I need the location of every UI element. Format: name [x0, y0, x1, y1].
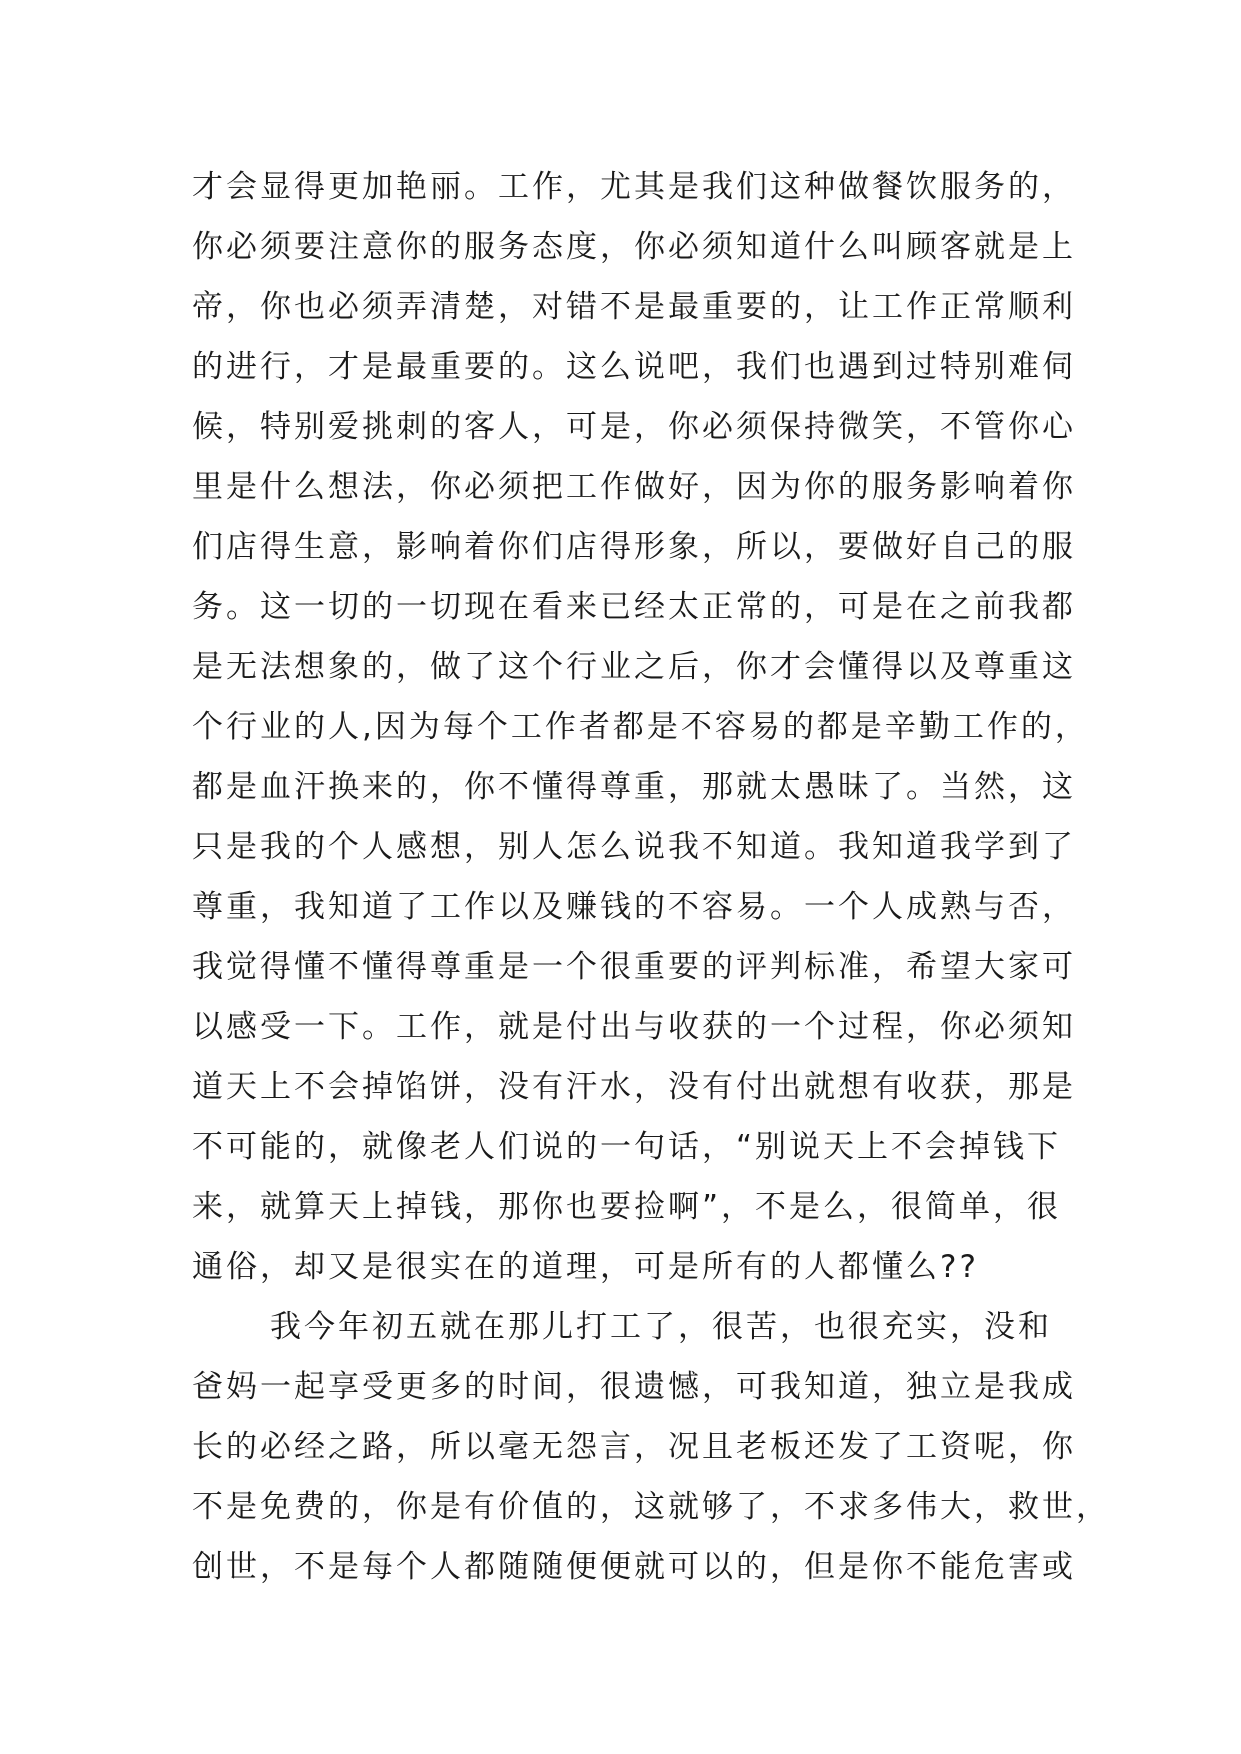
text-line: 都是血汗换来的，你不懂得尊重，那就太愚昧了。当然，这	[192, 769, 1076, 805]
text-line: 是无法想象的，做了这个行业之后，你才会懂得以及尊重这	[192, 649, 1076, 685]
text-line: 们店得生意，影响着你们店得形象，所以，要做好自己的服	[192, 529, 1076, 565]
text-line: 务。这一切的一切现在看来已经太正常的，可是在之前我都	[192, 589, 1076, 625]
text-line: 帝，你也必须弄清楚，对错不是最重要的，让工作正常顺利	[192, 289, 1076, 325]
text-line: 创世，不是每个人都随随便便就可以的，但是你不能危害或	[192, 1549, 1076, 1585]
text-line: 道天上不会掉馅饼，没有汗水，没有付出就想有收获，那是	[192, 1069, 1076, 1105]
text-line: 个行业的人,因为每个工作者都是不容易的都是辛勤工作的，	[192, 709, 1089, 745]
text-line: 通俗，却又是很实在的道理，可是所有的人都懂么??	[192, 1249, 979, 1285]
text-line: 不是免费的，你是有价值的，这就够了，不求多伟大，救世，	[192, 1489, 1110, 1525]
text-line: 候，特别爱挑刺的客人，可是，你必须保持微笑，不管你心	[192, 409, 1076, 445]
body-text	[192, 157, 1110, 1597]
text-line: 尊重，我知道了工作以及赚钱的不容易。一个人成熟与否，	[192, 889, 1076, 925]
text-line: 不可能的，就像老人们说的一句话，“别说天上不会掉钱下	[192, 1129, 1062, 1165]
text-line: 以感受一下。工作，就是付出与收获的一个过程，你必须知	[192, 1009, 1076, 1045]
text-line: 里是什么想法，你必须把工作做好，因为你的服务影响着你	[192, 469, 1076, 505]
text-line: 爸妈一起享受更多的时间，很遗憾，可我知道，独立是我成	[192, 1369, 1076, 1405]
text-line: 来，就算天上掉钱，那你也要捡啊”，不是么，很简单，很	[192, 1189, 1062, 1225]
text-line: 才会显得更加艳丽。工作，尤其是我们这种做餐饮服务的，	[192, 169, 1076, 205]
text-line: 长的必经之路，所以毫无怨言，况且老板还发了工资呢，你	[192, 1429, 1076, 1465]
text-line: 只是我的个人感想，别人怎么说我不知道。我知道我学到了	[192, 829, 1076, 865]
text-line: 你必须要注意你的服务态度，你必须知道什么叫顾客就是上	[192, 229, 1076, 265]
text-line: 我觉得懂不懂得尊重是一个很重要的评判标准，希望大家可	[192, 949, 1076, 985]
paragraph-start-line: 我今年初五就在那儿打工了，很苦，也很充实，没和	[270, 1309, 1052, 1345]
text-line: 的进行，才是最重要的。这么说吧，我们也遇到过特别难伺	[192, 349, 1076, 385]
